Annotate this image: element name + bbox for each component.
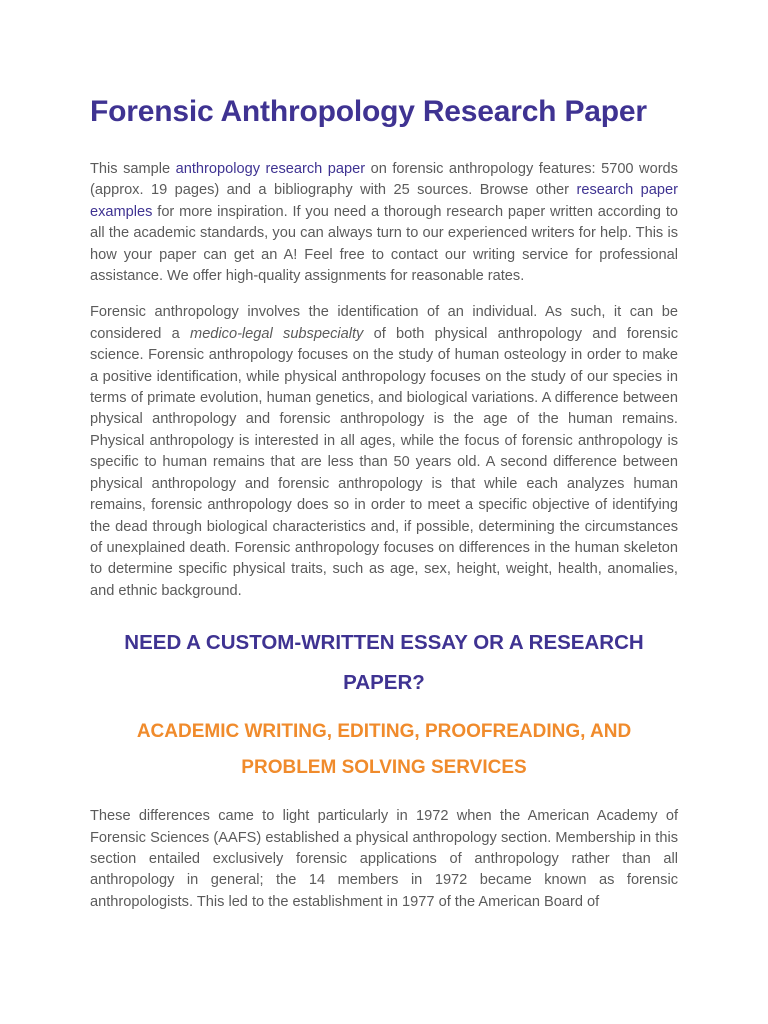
para2-emphasis: medico-legal subspecialty — [190, 325, 364, 342]
cta-subheading[interactable]: ACADEMIC WRITING, EDITING, PROOFREADING, AND PROBLEM SOLVING SERVICES — [136, 721, 632, 779]
intro-text-2: on forensic anthropology features: 5700 words (approx. 19 pages) and a bibliography with 25 sources. Browse other — [90, 161, 678, 199]
intro-text-3: for more inspiration. If you need a thorough research paper written according to all the academic standards, you can always turn to our experienced writers for help. This is how your paper can get an A! Feel free to contact our writing service for professional assistance. We offer high-quality assignments for reasonable rates. — [90, 203, 678, 285]
anthropology-research-paper-link[interactable]: anthropology research paper — [175, 161, 366, 177]
research-paper-examples-link[interactable]: research paper examples — [90, 182, 678, 220]
intro-text-1: This sample — [90, 161, 176, 177]
page-title: Forensic Anthropology Research Paper — [90, 95, 647, 128]
body-paragraph-aafs: These differences came to light particularly in 1972 when the American Academy of Forensic Sciences (AAFS) established a physical anthropology section. Membership in this section entailed exclusively forensic applications of anthropology rather than all anthropology in general; the 14 members in 1972 became known as forensic anthropologists. This led to the establishment in 1977 of the American Board of — [90, 808, 678, 910]
para2-text-2: of both physical anthropology and forensic science. Forensic anthropology focuses on the study of human osteology in order to make a positive identification, while physical anthropology focuses on the study of our species in terms of primate evolution, human genetics, and biological variations. A difference between physical anthropology and forensic anthropology is the age of the human remains. Physical anthropology is interested in all ages, while the focus of forensic anthropology is specific to human remains that are less than 50 years old. A second difference between physical anthropology and forensic anthropology is that while each analyzes human remains, forensic anthropology does so in order to meet a specific objective of identifying the dead through biological characteristics and, if possible, determining the circumstances of unexplained death. Forensic anthropology focuses on differences in the human skeleton to determine specific physical traits, such as age, sex, height, weight, health, anomalies, and ethnic background. — [90, 325, 679, 599]
body-paragraph-identification — [90, 302, 678, 602]
cta-heading[interactable]: NEED A CUSTOM-WRITTEN ESSAY OR A RESEARCH PAPER? — [124, 631, 644, 695]
intro-paragraph — [90, 159, 678, 287]
para2-text-1: Forensic anthropology involves the identification of an individual. As such, it can be considered a — [90, 304, 678, 342]
